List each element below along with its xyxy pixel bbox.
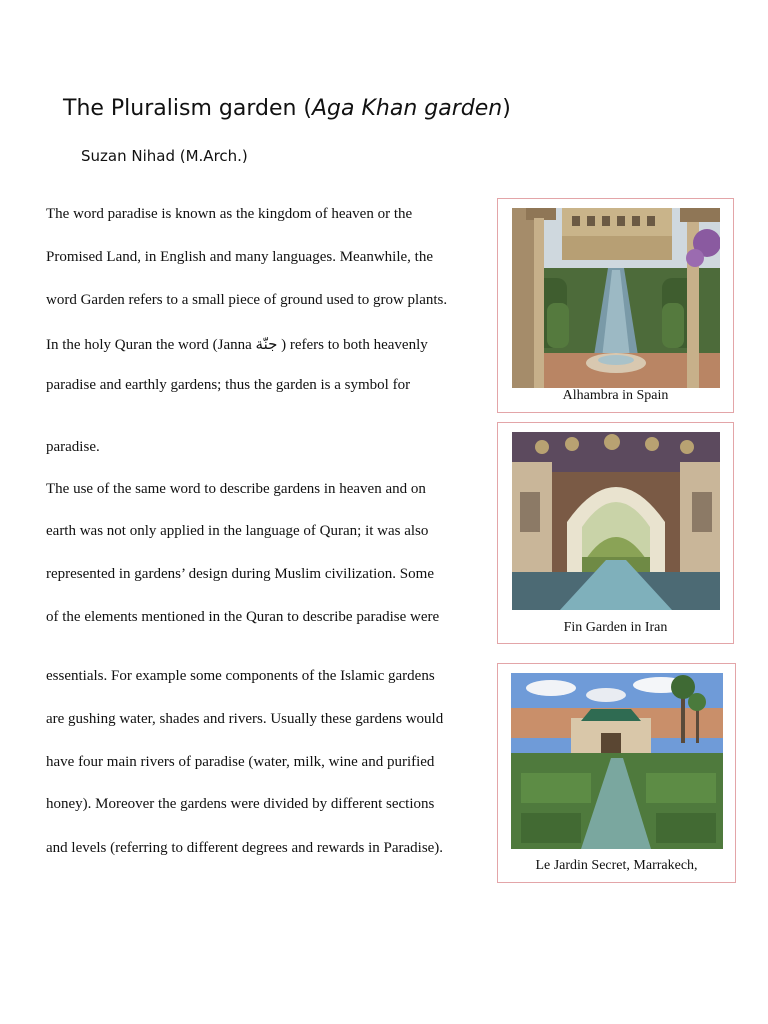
body-line: In the holy Quran the word (Janna جنّة ) refers to both heavenly	[46, 337, 428, 353]
body-line: honey). Moreover the gardens were divided by different sections	[46, 796, 435, 812]
title-italic: Aga Khan garden	[312, 96, 503, 121]
body-line: have four main rivers of paradise (water, milk, wine and purified	[46, 754, 435, 770]
body-line: represented in gardens’ design during Muslim civilization. Some	[46, 566, 434, 582]
body-line: The use of the same word to describe gardens in heaven and on	[46, 481, 426, 497]
figure-caption: Le Jardin Secret, Marrakech,	[535, 858, 698, 873]
title-text: The Pluralism garden (	[63, 96, 312, 121]
title-suffix: )	[502, 96, 511, 121]
body-line: earth was not only applied in the language of Quran; it was also	[46, 523, 429, 539]
body-line: of the elements mentioned in the Quran to describe paradise were	[46, 609, 440, 625]
alhambra-photo	[512, 208, 720, 388]
author-line: Suzan Nihad (M.Arch.)	[81, 147, 248, 165]
fin-garden-photo	[512, 432, 720, 610]
figure-fin-garden	[497, 422, 734, 644]
figure-alhambra	[497, 198, 734, 413]
body-line: The word paradise is known as the kingdom of heaven or the	[46, 206, 413, 222]
body-line: paradise and earthly gardens; thus the garden is a symbol for	[46, 377, 411, 393]
body-line: and levels (referring to different degrees and rewards in Paradise).	[46, 840, 444, 856]
body-line: are gushing water, shades and rivers. Usually these gardens would	[46, 711, 444, 727]
jardin-secret-photo	[511, 673, 723, 849]
figure-caption: Alhambra in Spain	[562, 388, 669, 403]
figure-caption: Fin Garden in Iran	[563, 620, 668, 635]
body-line: word Garden refers to a small piece of ground used to grow plants.	[46, 292, 448, 308]
document-title	[63, 96, 511, 121]
body-line: paradise.	[46, 439, 100, 455]
figure-jardin-secret	[497, 663, 736, 883]
body-line: Promised Land, in English and many languages. Meanwhile, the	[46, 249, 434, 265]
body-line: essentials. For example some components of the Islamic gardens	[46, 668, 435, 684]
